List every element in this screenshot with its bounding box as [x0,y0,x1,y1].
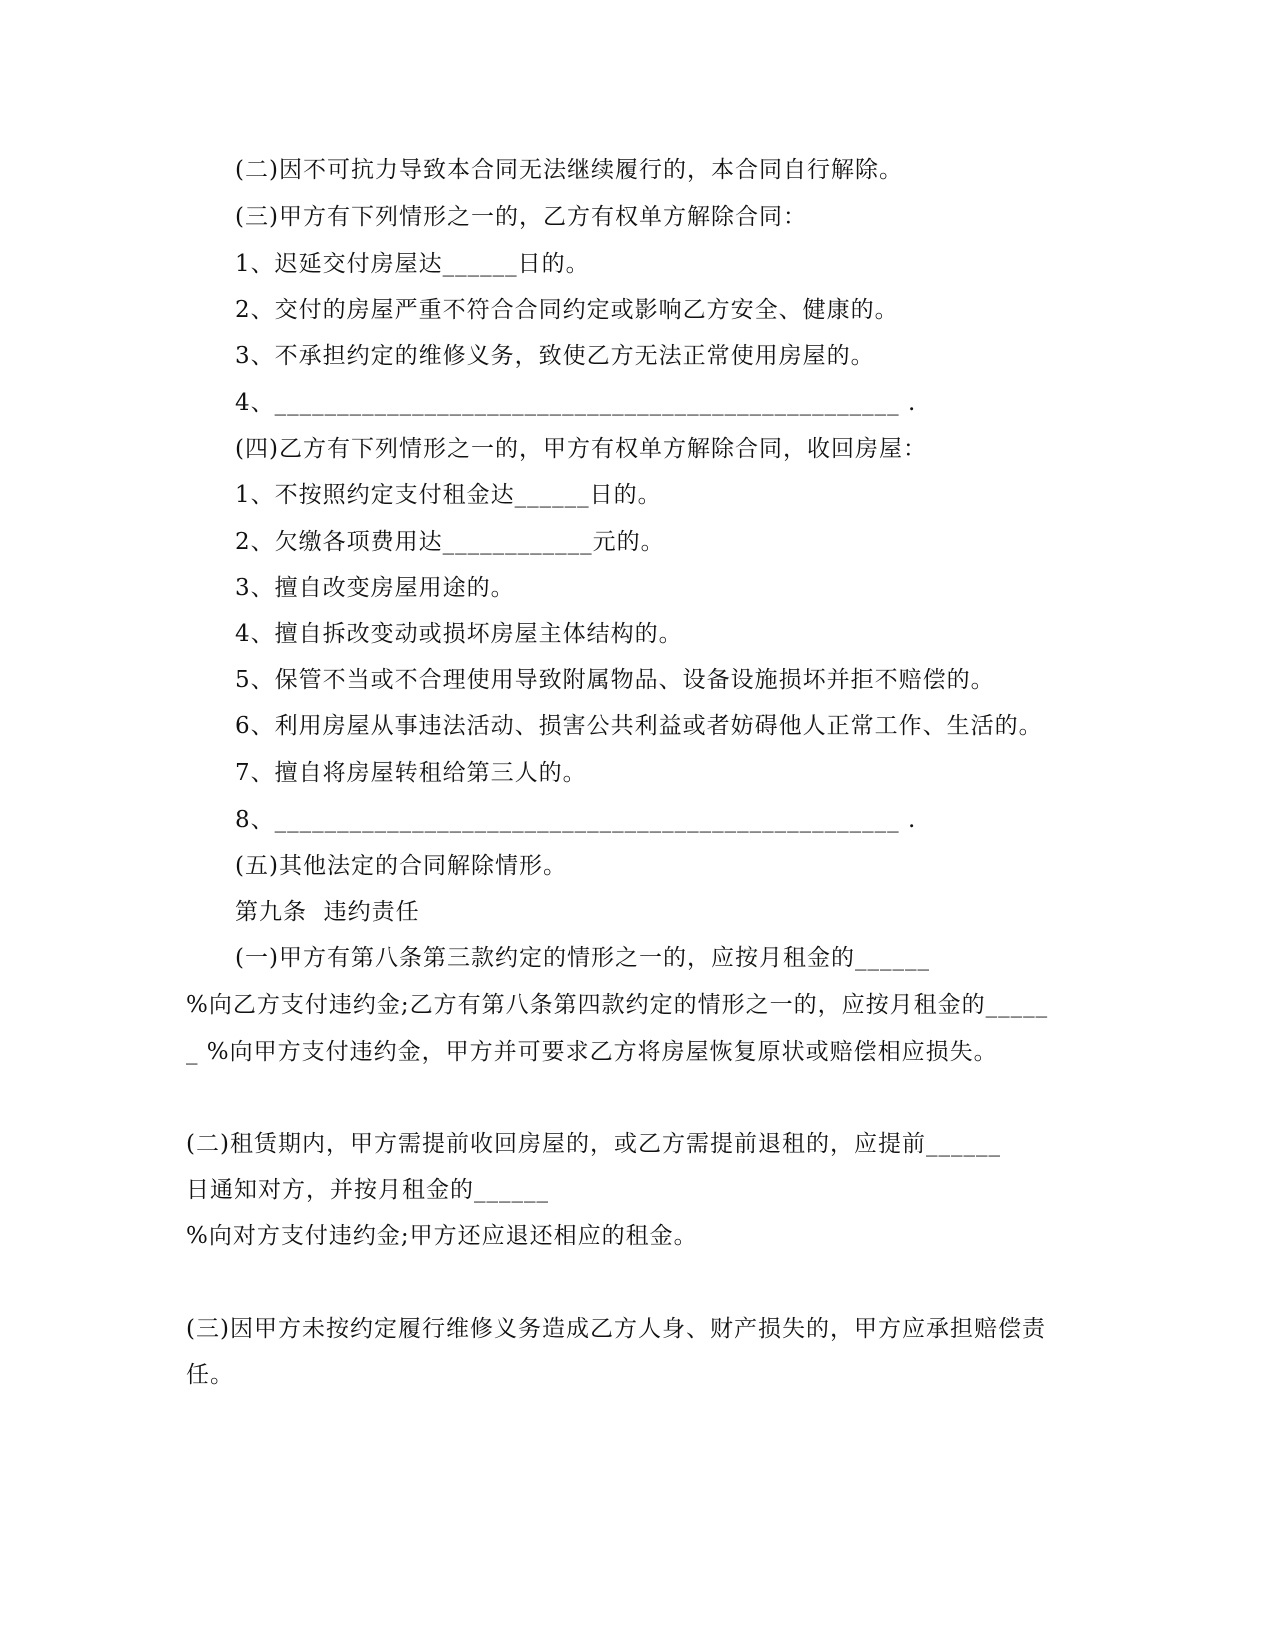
clause-8-4-item-2: 2、欠缴各项费用达____________元的。 [235,529,665,555]
clause-8-3-item-1: 1、迟延交付房屋达______日的。 [235,251,590,277]
clause-8-4-heading: (四)乙方有下列情形之一的，甲方有权单方解除合同，收回房屋： [235,436,927,462]
clause-9-2-line-3: %向对方支付违约金;甲方还应退还相应的租金。 [186,1223,698,1249]
clause-8-3-item-2: 2、交付的房屋严重不符合合同约定或影响乙方安全、健康的。 [235,297,899,323]
clause-8-4-item-3: 3、擅自改变房屋用途的。 [235,575,515,601]
clause-8-4-item-4: 4、擅自拆改变动或损坏房屋主体结构的。 [235,621,683,647]
clause-8-3-item-3: 3、不承担约定的维修义务，致使乙方无法正常使用房屋的。 [235,343,875,369]
clause-8-4-item-8: 8、__________________________________________________ . [235,807,917,833]
clause-8-4-item-5: 5、保管不当或不合理使用导致附属物品、设备设施损坏并拒不赔偿的。 [235,667,995,693]
clause-9-1-line-3: _ %向甲方支付违约金，甲方并可要求乙方将房屋恢复原状或赔偿相应损失。 [186,1039,998,1065]
clause-8-3-item-4: 4、__________________________________________________ . [235,390,917,416]
clause-8-4-item-6: 6、利用房屋从事违法活动、损害公共利益或者妨碍他人正常工作、生活的。 [235,713,1043,739]
clause-8-2: (二)因不可抗力导致本合同无法继续履行的，本合同自行解除。 [235,157,903,183]
clause-8-4-item-1: 1、不按照约定支付租金达______日的。 [235,482,662,508]
clause-9-2-line-2: 日通知对方，并按月租金的______ [186,1177,549,1203]
clause-9-1-line-2: %向乙方支付违约金;乙方有第八条第四款约定的情形之一的，应按月租金的_____ [186,992,1049,1018]
clause-9-2-line-1: (二)租赁期内，甲方需提前收回房屋的，或乙方需提前退租的，应提前______ [186,1131,1001,1157]
clause-9-1-line-1: (一)甲方有第八条第三款约定的情形之一的，应按月租金的______ [235,945,930,971]
clause-8-5: (五)其他法定的合同解除情形。 [235,853,567,879]
article-9-heading: 第九条 违约责任 [235,899,420,925]
clause-8-4-item-7: 7、擅自将房屋转租给第三人的。 [235,760,587,786]
clause-9-3-line-2: 任。 [186,1362,234,1388]
clause-9-3-line-1: (三)因甲方未按约定履行维修义务造成乙方人身、财产损失的，甲方应承担赔偿责 [186,1316,1046,1342]
clause-8-3-heading: (三)甲方有下列情形之一的，乙方有权单方解除合同： [235,204,807,230]
